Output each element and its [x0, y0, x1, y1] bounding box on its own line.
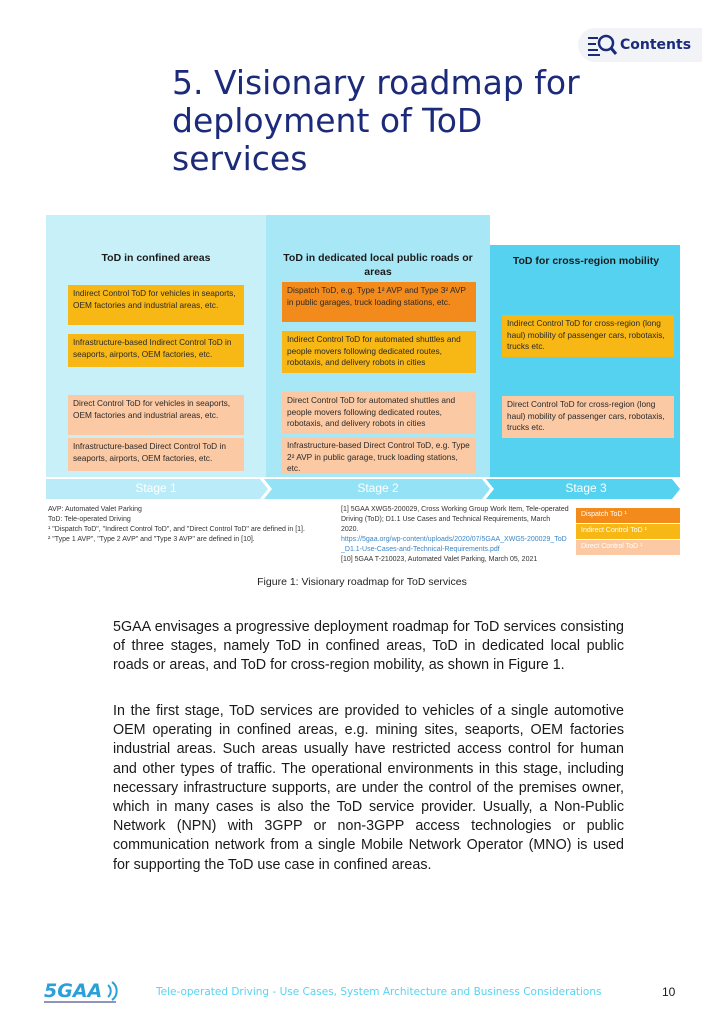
reference-1: [1] 5GAA XWG5-200029, Cross Working Group Work Item, Tele-operated Driving (ToD); D1.1 Use Cases and Technical Requirements, March 2020. — [341, 506, 569, 533]
box-direct-dedicated: Direct Control ToD for automated shuttles and people movers following dedicated routes, robotaxis, and delivery robots in cities — [282, 392, 476, 434]
5gaa-logo — [44, 977, 124, 1005]
figure-legend — [576, 508, 680, 556]
legend-dispatch: Dispatch ToD ¹ — [576, 508, 680, 523]
box-direct-confined: Direct Control ToD for vehicles in seaports, OEM factories and industrial areas, etc. — [68, 395, 244, 435]
contents-label: Contents — [620, 37, 692, 53]
column-title-1: ToD in confined areas — [101, 252, 211, 264]
box-infra-direct-confined: Infrastructure-based Direct Control ToD in seaports, airports, OEM factories, etc. — [68, 438, 244, 471]
page-title: 5. Visionary roadmap for deployment of ToD services — [172, 63, 580, 178]
box-indirect-cross-region: Indirect Control ToD for cross-region (long haul) mobility of passenger cars, robotaxis, trucks etc. — [502, 315, 674, 357]
paragraph-2: In the first stage, ToD services are provided to vehicles of a single automotive OEM operating in confined areas, e.g. mining sites, seaports, OEM factories industrial areas. Such areas usually have restricted access control for human and other types of traffic. The operational environments in this stage, including necessary infrastructure supports, are under the control of the premises owner, which in many cases is also the ToD service provider. Usually, a Non-Public Network (NPN) with 3GPP or non-3GPP access technologies or public communication network from a single Mobile Network Operator (MNO) is used for supporting the ToD use case in confined areas. — [113, 703, 624, 873]
roadmap-figure — [46, 215, 680, 499]
box-direct-cross-region: Direct Control ToD for cross-region (long haul) mobility of passenger cars, robotaxis, trucks etc. — [502, 396, 674, 438]
column-title-2: ToD in dedicated local public roads or areas — [283, 252, 473, 278]
figure-caption: Figure 1: Visionary roadmap for ToD services — [257, 576, 467, 588]
note-tod: ToD: Tele-operated Driving — [48, 516, 131, 523]
column-title-3: ToD for cross-region mobility — [512, 255, 660, 267]
reference-10: [10] 5GAA T-210023, Automated Valet Parking, March 05, 2021 — [341, 556, 538, 563]
box-infra-indirect-confined: Infrastructure-based Indirect Control ToD in seaports, airports, OEM factories, etc. — [68, 334, 244, 367]
footer-document-title: Tele-operated Driving - Use Cases, System Architecture and Business Considerations — [156, 986, 602, 998]
note-avp: AVP: Automated Valet Parking — [48, 506, 142, 513]
contents-button[interactable] — [578, 28, 702, 62]
note-1: ¹ "Dispatch ToD", "Indirect Control ToD", and "Direct Control ToD" are defined in [1]. — [48, 526, 305, 533]
column-cross-region — [490, 245, 680, 477]
legend-indirect: Indirect Control ToD ¹ — [576, 524, 680, 539]
figure-references — [341, 505, 569, 565]
reference-1-link[interactable]: https://5gaa.org/wp-content/uploads/2020/07/5GAA_XWG5-200029_ToD_D1.1-Use-Cases-and-Technical-Requirements.pdf — [341, 536, 567, 553]
contents-search-icon — [586, 32, 618, 58]
box-infra-direct-dedicated: Infrastructure-based Direct Control ToD, e.g. Type 2² AVP in public garage, truck loading stations, etc. — [282, 437, 476, 473]
box-indirect-dedicated: Indirect Control ToD for automated shuttles and people movers following dedicated routes, robotaxis, and delivery robots in cities — [282, 331, 476, 373]
legend-direct: Direct Control ToD ¹ — [576, 540, 680, 555]
stage-1-label: Stage 1 — [135, 481, 177, 495]
box-indirect-confined: Indirect Control ToD for vehicles in seaports, OEM factories and industrial areas, etc. — [68, 285, 244, 325]
stage-3-label: Stage 3 — [565, 481, 607, 495]
page-number: 10 — [662, 985, 676, 999]
note-2: ² "Type 1 AVP", "Type 2 AVP" and "Type 3 AVP" are defined in [10]. — [48, 536, 255, 543]
paragraph-1: 5GAA envisages a progressive deployment roadmap for ToD services consisting of three stages, namely ToD in confined areas, ToD in dedicated local public roads or areas, and ToD for cross-region mobility, as shown in Figure 1. — [113, 619, 624, 674]
box-dispatch-dedicated: Dispatch ToD, e.g. Type 1² AVP and Type 3² AVP in public garages, truck loading stations, etc. — [282, 282, 476, 322]
figure-notes — [48, 505, 338, 545]
logo-text: 5GAA — [44, 980, 103, 1002]
stage-2-label: Stage 2 — [357, 481, 399, 495]
